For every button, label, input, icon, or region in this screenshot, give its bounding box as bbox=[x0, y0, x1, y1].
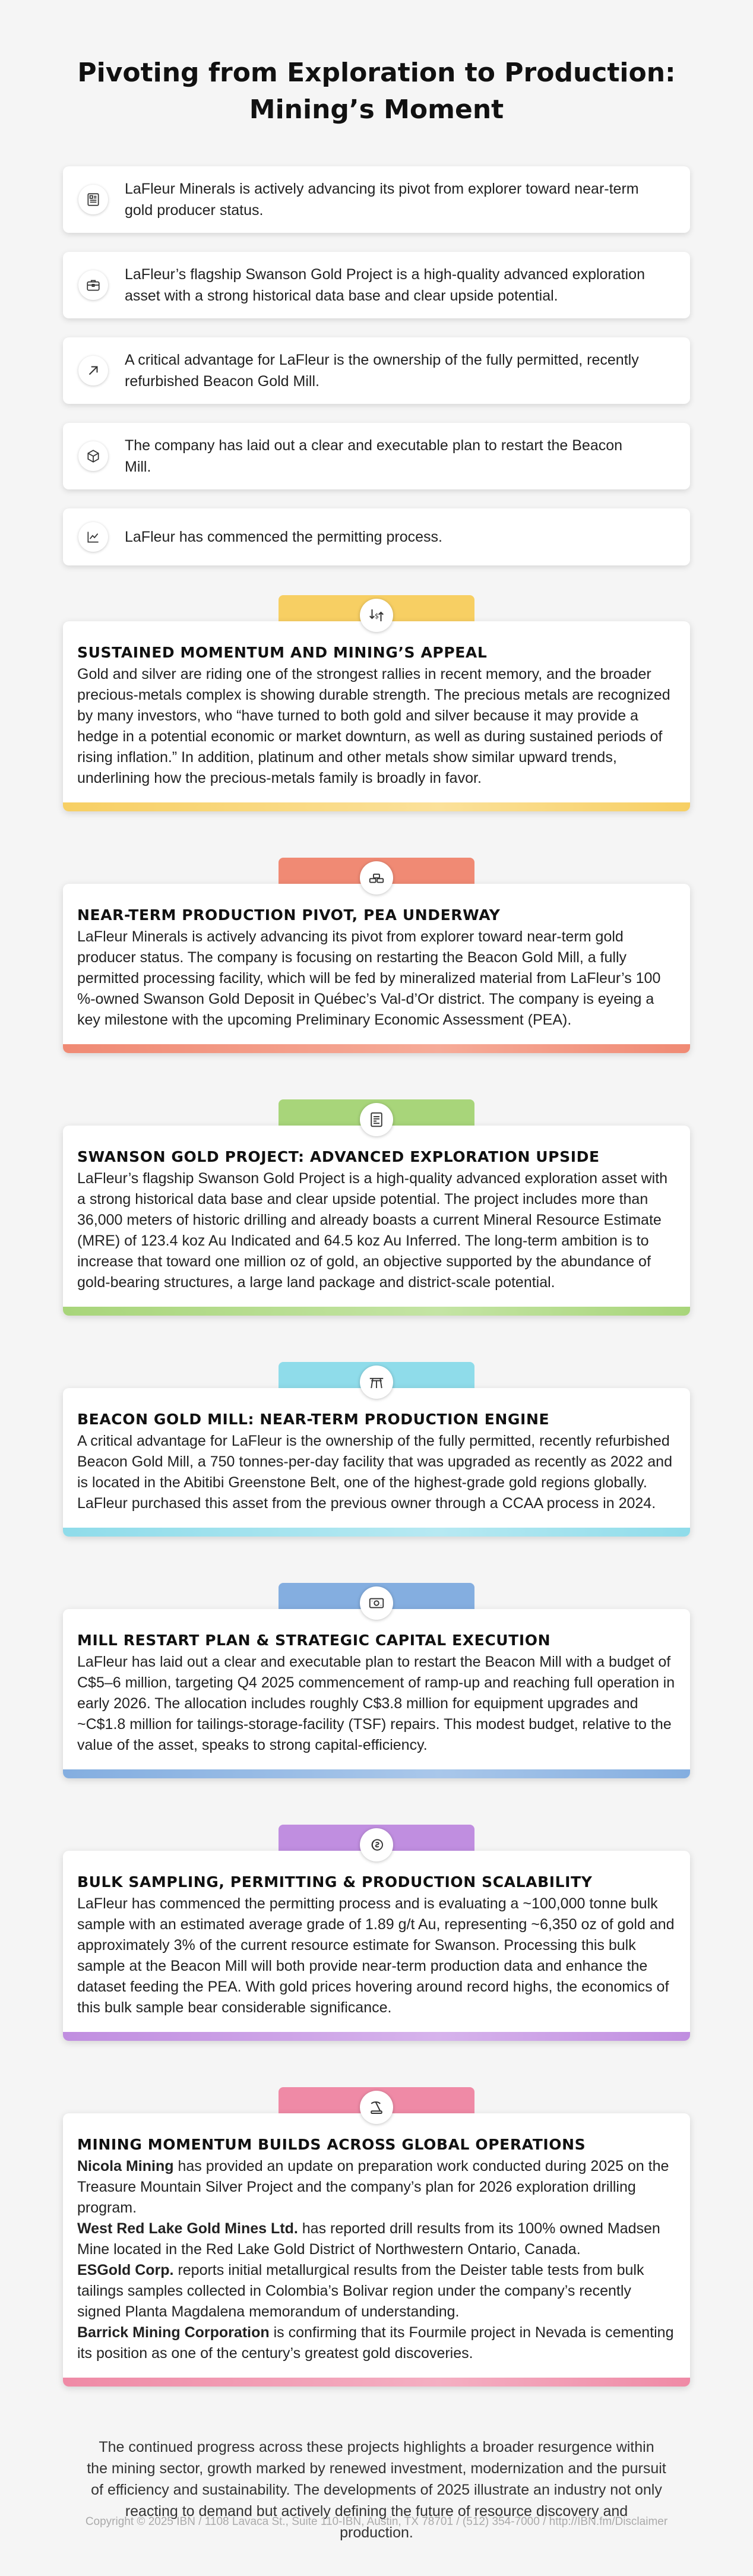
key-point-item bbox=[63, 337, 690, 404]
section-color-bar bbox=[63, 1528, 690, 1537]
section-title: SWANSON GOLD PROJECT: ADVANCED EXPLORATION UPSIDE bbox=[77, 1148, 600, 1165]
section-card bbox=[63, 1388, 690, 1537]
section-color-bar bbox=[63, 2378, 690, 2387]
mill-gateway-icon bbox=[360, 1366, 393, 1399]
news-text: reports initial metallurgical results from the Deister table tests from bulk tailings samples collected in Colombia’s Bolivar region under the company’s recently signed Planta Magdalena memorandum of understanding. bbox=[77, 2262, 644, 2320]
section-card bbox=[63, 1851, 690, 2041]
key-point-item bbox=[63, 252, 690, 318]
section-body: LaFleur’s flagship Swanson Gold Project is a high-quality advanced exploration asset with a strong historical data base and clear upside potential. The project includes more than 36,000 meters of historic drilling and already boasts a current Mineral Resource Estimate (MRE) of 123.4 koz Au Indicated and 64.5 koz Au Inferred. The long-term ambition is to increase that toward one million oz of gold, an objective supported by the abundance of gold-bearing structures, a large land package and district-scale potential. bbox=[77, 1170, 668, 1291]
section-bulk-sampling bbox=[63, 1825, 690, 2041]
report-document-icon bbox=[360, 1103, 393, 1136]
key-points-list bbox=[63, 166, 690, 565]
section-ribbon bbox=[279, 1099, 474, 1126]
section-card bbox=[63, 2113, 690, 2387]
section-ribbon bbox=[279, 1825, 474, 1851]
closing-paragraph: The continued progress across these projects highlights a broader resurgence within the mining sector, growth marked by renewed investment, modernization and the pursuit of efficiency and sustainability. The developments of 2025 illustrate an industry not only reacting to demand but actively defining the future of resource discovery and production. bbox=[87, 2439, 666, 2541]
section-color-bar bbox=[63, 1307, 690, 1316]
svg-text:$: $ bbox=[374, 612, 379, 620]
pickaxe-icon bbox=[360, 2091, 393, 2124]
company-name: Nicola Mining bbox=[77, 2158, 174, 2174]
key-point-item bbox=[63, 423, 690, 489]
section-ribbon bbox=[279, 2087, 474, 2113]
section-color-bar bbox=[63, 802, 690, 811]
document-grid-icon bbox=[78, 185, 108, 214]
company-name: ESGold Corp. bbox=[77, 2262, 174, 2278]
section-swanson-gold bbox=[63, 1099, 690, 1316]
briefcase-icon bbox=[78, 270, 108, 300]
section-color-bar bbox=[63, 2032, 690, 2041]
section-color-bar bbox=[63, 1044, 690, 1053]
section-card bbox=[63, 1609, 690, 1778]
key-point-text: The company has laid out a clear and executable plan to restart the Beacon Mill. bbox=[125, 437, 623, 475]
coin-icon bbox=[360, 1828, 393, 1861]
cube-icon bbox=[78, 441, 108, 471]
section-ribbon bbox=[279, 595, 474, 621]
section-title: MILL RESTART PLAN & STRATEGIC CAPITAL EXECUTION bbox=[77, 1632, 551, 1649]
section-color-bar bbox=[63, 1769, 690, 1778]
company-name: Barrick Mining Corporation bbox=[77, 2324, 270, 2341]
key-point-text: A critical advantage for LaFleur is the ownership of the fully permitted, recently refurbished Beacon Gold Mill. bbox=[125, 352, 639, 390]
key-point-text: LaFleur’s flagship Swanson Gold Project is a high-quality advanced exploration asset with a strong historical data base and clear upside potential. bbox=[125, 266, 645, 304]
section-title: SUSTAINED MOMENTUM AND MINING’S APPEAL bbox=[77, 644, 488, 661]
key-point-item bbox=[63, 166, 690, 233]
section-body: LaFleur Minerals is actively advancing its pivot from explorer toward near-term gold producer status. The company is focusing on restarting the Beacon Gold Mill, a fully permitted processing facility, which will be fed by mineralized material from LaFleur’s 100 %-owned Swanson Gold Deposit in Québec’s Val-d’Or district. The company is eyeing a key milestone with the upcoming Preliminary Economic Assessment (PEA). bbox=[77, 928, 661, 1028]
section-title: MINING MOMENTUM BUILDS ACROSS GLOBAL OPERATIONS bbox=[77, 2136, 586, 2153]
news-text: is confirming that its Fourmile project in Nevada is cementing its position as one of the century’s greatest gold discoveries. bbox=[77, 2324, 674, 2362]
news-item bbox=[77, 2218, 676, 2260]
money-bill-icon bbox=[360, 1586, 393, 1620]
key-point-text: LaFleur Minerals is actively advancing its pivot from explorer toward near-term gold producer status. bbox=[125, 181, 639, 219]
section-title: BULK SAMPLING, PERMITTING & PRODUCTION SCALABILITY bbox=[77, 1873, 593, 1891]
news-text: has provided an update on preparation work conducted during 2025 on the Treasure Mountain Silver Project and the company’s plan for 2026 exploration drilling program. bbox=[77, 2158, 669, 2216]
section-ribbon bbox=[279, 1362, 474, 1388]
page-title: Pivoting from Exploration to Production: Mining’s Moment bbox=[77, 58, 676, 125]
section-body: Gold and silver are riding one of the strongest rallies in recent memory, and the broader precious-metals complex is showing durable strength. The precious metals are recognized by many investors, who “have turned to both gold and silver because it may provide a hedge in a potential economic or market downturn, as well as during sustained periods of rising inflation.” In addition, platinum and other metals show similar upward trends, underlining how the precious-metals family is broadly in favor. bbox=[77, 666, 670, 786]
line-chart-icon bbox=[78, 522, 108, 552]
section-sustained-momentum bbox=[63, 595, 690, 811]
section-body: A critical advantage for LaFleur is the ownership of the fully permitted, recently refurbished Beacon Gold Mill, a 750 tonnes-per-day facility that was upgraded as recently as 2022 and is located in the Abitibi Greenstone Belt, one of the highest-grade gold regions globally. LaFleur purchased this asset from the previous owner through a CCAA process in 2024. bbox=[77, 1433, 672, 1512]
gold-bars-icon bbox=[360, 861, 393, 895]
section-card bbox=[63, 1126, 690, 1316]
arrow-up-right-icon bbox=[78, 356, 108, 385]
key-point-item bbox=[63, 508, 690, 565]
section-near-term-production bbox=[63, 858, 690, 1053]
news-text: has reported drill results from its 100% owned Madsen Mine located in the Red Lake Gold District of Northwestern Ontario, Canada. bbox=[77, 2220, 660, 2258]
key-point-text: LaFleur has commenced the permitting process. bbox=[125, 529, 442, 545]
news-item bbox=[77, 2322, 676, 2364]
section-beacon-mill bbox=[63, 1362, 690, 1537]
footer-copyright: Copyright © 2025 IBN / 1108 Lavaca St., Suite 110-IBN, Austin, TX 78701 / (512) 354-7000 / http://IBN.fm/Disclaimer bbox=[85, 2515, 668, 2528]
section-card bbox=[63, 884, 690, 1053]
dollar-exchange-icon bbox=[360, 599, 393, 632]
section-mill-restart bbox=[63, 1583, 690, 1778]
section-body: LaFleur has laid out a clear and executable plan to restart the Beacon Mill with a budget of C$5–6 million, targeting Q4 2025 commencement of ramp-up and reaching full operation in early 2026. The allocation includes roughly C$3.8 million for equipment upgrades and ~C$1.8 million for tailings-storage-facility (TSF) repairs. This modest budget, relative to the value of the asset, speaks to strong capital-efficiency. bbox=[77, 1654, 675, 1753]
section-card bbox=[63, 621, 690, 811]
section-title: NEAR-TERM PRODUCTION PIVOT, PEA UNDERWAY bbox=[77, 906, 501, 924]
news-item bbox=[77, 2260, 676, 2322]
news-item bbox=[77, 2156, 676, 2218]
section-body: LaFleur has commenced the permitting process and is evaluating a ~100,000 tonne bulk sample with an estimated average grade of 1.89 g/t Au, representing ~6,350 oz of gold and approximately 3% of the current resource estimate for Swanson. Processing this bulk sample at the Beacon Mill will both provide near-term production data and enhance the dataset feeding the PEA. With gold prices hovering around record highs, the economics of this bulk sample bear considerable significance. bbox=[77, 1895, 675, 2016]
section-title: BEACON GOLD MILL: NEAR-TERM PRODUCTION ENGINE bbox=[77, 1411, 550, 1428]
company-name: West Red Lake Gold Mines Ltd. bbox=[77, 2220, 298, 2237]
section-ribbon bbox=[279, 1583, 474, 1609]
section-global-operations bbox=[63, 2087, 690, 2387]
section-ribbon bbox=[279, 858, 474, 884]
